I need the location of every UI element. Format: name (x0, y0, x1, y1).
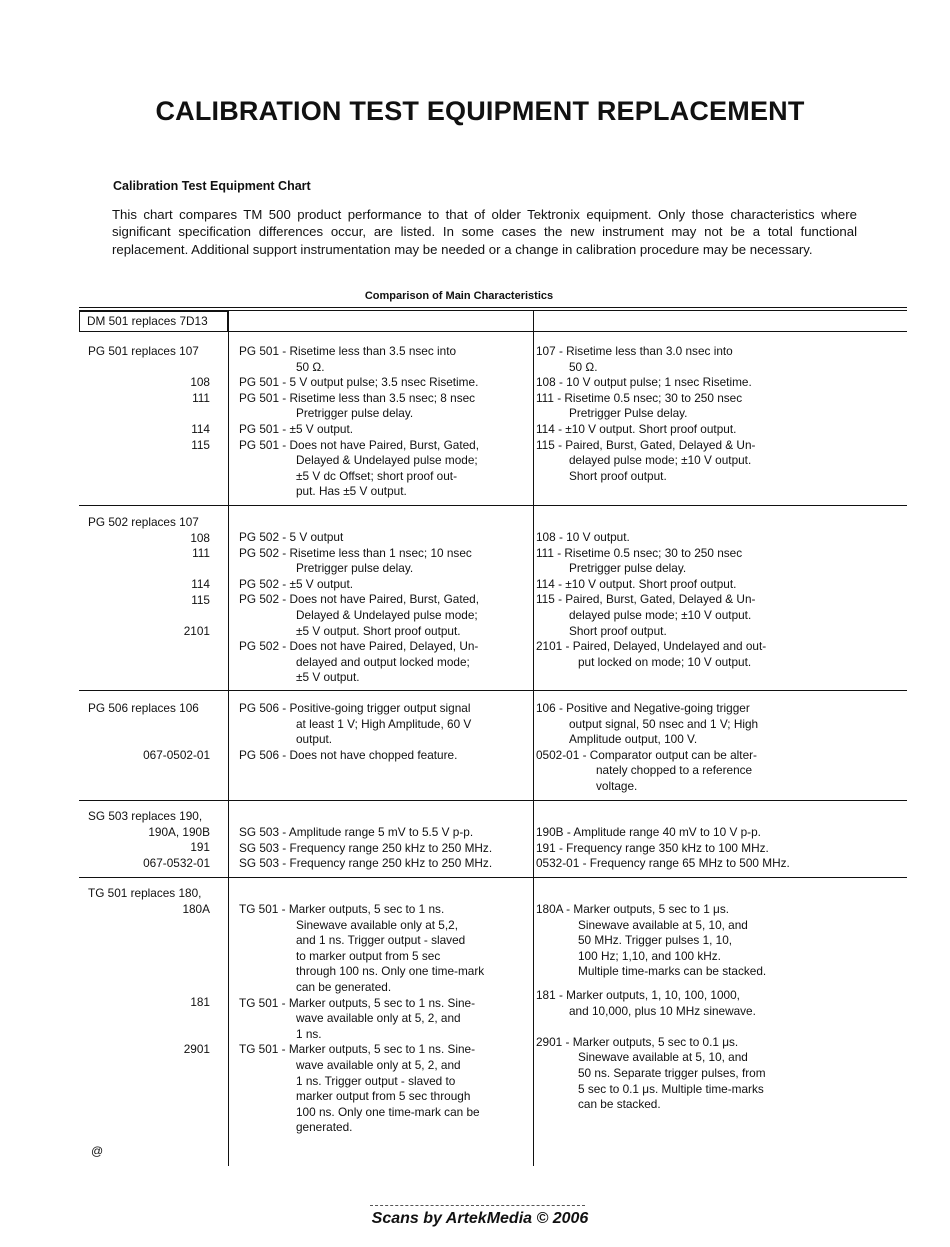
model-label: PG 501 replaces 107 (88, 344, 199, 358)
pg501-tm500-specs (239, 344, 531, 500)
model-label: 180A (182, 901, 210, 916)
spec-line: nately chopped to a reference (596, 763, 753, 778)
sg503-models (80, 809, 210, 871)
pg501-models (80, 344, 210, 453)
spec-line: 190B - Amplitude range 40 mV to 10 V p-p. (536, 825, 761, 839)
spec-line: Sinewave available at 5, 10, and (578, 917, 748, 932)
model-label (80, 406, 210, 422)
pg506-old-specs (536, 701, 836, 795)
model-label (80, 732, 210, 748)
pg501-old-specs (536, 344, 836, 484)
spec-line: voltage. (596, 778, 638, 793)
spec-line: 115 - Paired, Burst, Gated, Delayed & Un- (536, 592, 756, 607)
section-rule (79, 690, 907, 691)
column-divider-2 (533, 311, 534, 1166)
spec-line: Sinewave available only at 5,2, (296, 917, 458, 932)
spec-line: 181 - Marker outputs, 1, 10, 100, 1000, (536, 987, 740, 1002)
tg501-old-specs (536, 902, 836, 1113)
model-label: SG 503 replaces 190, (88, 809, 203, 823)
spec-line: Short proof output. (569, 468, 667, 483)
spec-line: 50 ns. Separate trigger pulses, from (578, 1065, 766, 1080)
page-title: CALIBRATION TEST EQUIPMENT REPLACEMENT (155, 96, 805, 126)
header-rule (79, 331, 907, 332)
pg506-tm500-specs (239, 701, 531, 763)
spec-line: TG 501 - Marker outputs, 5 sec to 1 ns. Sine- (239, 1042, 476, 1057)
model-label: 114 (191, 577, 210, 592)
spec-line: Multiple time-marks can be stacked. (578, 964, 767, 979)
spec-line: Pretrigger pulse delay. (296, 561, 414, 576)
pg506-models (80, 701, 210, 763)
spec-line: 100 Hz; 1,10, and 100 kHz. (578, 948, 721, 963)
column-divider-1 (228, 311, 229, 1166)
spec-line: PG 501 - Risetime less than 3.5 nsec into (239, 344, 457, 358)
model-label: PG 506 replaces 106 (88, 701, 199, 715)
spec-line: ±5 V output. (296, 670, 360, 685)
table-caption: Comparison of Main Characteristics (364, 290, 554, 302)
spec-line: SG 503 - Amplitude range 5 mV to 5.5 V p-p. (239, 825, 474, 839)
spec-line: Delayed & Undelayed pulse mode; (296, 453, 478, 468)
spec-line: 108 - 10 V output. (536, 530, 630, 544)
spec-line: put. Has ±5 V output. (296, 484, 407, 499)
spec-line: 1 ns. (296, 1026, 322, 1041)
spec-line: SG 503 - Frequency range 250 kHz to 250 MHz. (239, 840, 493, 855)
spec-line: PG 501 - Risetime less than 3.5 nsec; 8 nsec (239, 390, 476, 405)
spec-line: 108 - 10 V output pulse; 1 nsec Risetime. (536, 375, 752, 390)
at-symbol: @ (91, 1144, 104, 1158)
spec-line: output. (296, 732, 333, 747)
spec-line: 50 MHz. Trigger pulses 1, 10, (578, 933, 733, 948)
model-label: 111 (192, 546, 210, 561)
spec-line: Pretrigger Pulse delay. (569, 406, 688, 421)
model-label: 111 (192, 390, 210, 405)
spec-line: to marker output from 5 sec (296, 948, 441, 963)
sg503-tm500-specs (239, 825, 531, 872)
model-label (80, 360, 210, 376)
spec-line: SG 503 - Frequency range 250 kHz to 250 MHz. (239, 856, 493, 871)
spec-line: 5 sec to 0.1 μs. Multiple time-marks (578, 1081, 764, 1096)
spec-line: PG 501 - ±5 V output. (239, 421, 354, 436)
pg502-models (80, 515, 210, 640)
spec-line: PG 506 - Does not have chopped feature. (239, 747, 458, 762)
spec-line: and 10,000, plus 10 MHz sinewave. (569, 1003, 756, 1018)
spec-line: wave available only at 5, 2, and (296, 1011, 461, 1026)
spec-line: generated. (296, 1120, 353, 1135)
spec-line: 115 - Paired, Burst, Gated, Delayed & Un- (536, 437, 756, 452)
spec-line: 2901 - Marker outputs, 5 sec to 0.1 μs. (536, 1034, 739, 1049)
spec-line: PG 502 - Does not have Paired, Delayed, Un- (239, 639, 479, 654)
spec-line: can be stacked. (578, 1097, 661, 1112)
spec-line: 114 - ±10 V output. Short proof output. (536, 421, 737, 436)
spec-line: TG 501 - Marker outputs, 5 sec to 1 ns. (239, 902, 445, 916)
spec-line: 50 Ω. (569, 359, 598, 374)
spec-line: Amplitude output, 100 V. (569, 732, 698, 747)
chart-subtitle: Calibration Test Equipment Chart (113, 179, 311, 193)
spec-line: ±5 V output. Short proof output. (296, 623, 461, 638)
footer-divider (370, 1205, 585, 1206)
tg501-tm500-specs (239, 902, 531, 1136)
spec-line: Short proof output. (569, 623, 667, 638)
spec-line: 100 ns. Only one time-mark can be (296, 1104, 480, 1119)
spec-line: PG 502 - ±5 V output. (239, 576, 354, 591)
spec-line: 50 Ω. (296, 359, 325, 374)
spec-line: 191 - Frequency range 350 kHz to 100 MHz. (536, 840, 769, 855)
spec-line: 0502-01 - Comparator output can be alter- (536, 747, 757, 762)
model-label: 2101 (183, 624, 210, 639)
model-label (80, 562, 210, 578)
section-rule (79, 800, 907, 801)
spec-line: Sinewave available at 5, 10, and (578, 1050, 748, 1065)
model-label: 115 (191, 437, 210, 452)
spec-line: PG 506 - Positive-going trigger output signal (239, 701, 471, 715)
model-label: 190A, 190B (148, 824, 210, 839)
model-label: 067-0532-01 (143, 855, 210, 870)
section-rule (79, 505, 907, 506)
spec-line: Pretrigger pulse delay. (296, 406, 414, 421)
spec-line: ±5 V dc Offset; short proof out- (296, 468, 458, 483)
dm501-label: DM 501 replaces 7D13 (87, 314, 208, 328)
spec-line: and 1 ns. Trigger output - slaved (296, 933, 466, 948)
footer-credit: Scans by ArtekMedia © 2006 (371, 1210, 589, 1227)
spec-line: Delayed & Undelayed pulse mode; (296, 607, 478, 622)
spec-line: marker output from 5 sec through (296, 1089, 471, 1104)
spec-line: 1 ns. Trigger output - slaved to (296, 1073, 456, 1088)
spec-line: at least 1 V; High Amplitude, 60 V (296, 716, 472, 731)
spec-line: 111 - Risetime 0.5 nsec; 30 to 250 nsec (536, 390, 743, 405)
spec-line: wave available only at 5, 2, and (296, 1057, 461, 1072)
tg501-models (80, 886, 210, 917)
spec-line: PG 501 - Does not have Paired, Burst, Gated, (239, 437, 479, 452)
model-label: 108 (190, 375, 210, 390)
model-label: PG 502 replaces 107 (88, 515, 199, 529)
spec-line: TG 501 - Marker outputs, 5 sec to 1 ns. Sine- (239, 995, 476, 1010)
model-label: 114 (191, 421, 210, 436)
spec-line: PG 502 - Does not have Paired, Burst, Gated, (239, 592, 479, 607)
spec-line: 111 - Risetime 0.5 nsec; 30 to 250 nsec (536, 545, 743, 560)
spec-line: output signal, 50 nsec and 1 V; High (569, 716, 759, 731)
pg502-old-specs (536, 530, 836, 670)
spec-line: PG 502 - Risetime less than 1 nsec; 10 nsec (239, 545, 472, 560)
spec-line: PG 501 - 5 V output pulse; 3.5 nsec Risetime. (239, 375, 479, 390)
spec-line: delayed and output locked mode; (296, 654, 470, 669)
model-label: 108 (190, 530, 210, 545)
spec-line: through 100 ns. Only one time-mark (296, 964, 485, 979)
spec-line: delayed pulse mode; ±10 V output. (569, 453, 752, 468)
spec-line: delayed pulse mode; ±10 V output. (569, 607, 752, 622)
table-top-rule (79, 307, 907, 308)
pg502-tm500-specs (239, 530, 531, 686)
spec-line: 180A - Marker outputs, 5 sec to 1 μs. (536, 902, 730, 916)
spec-line: 0532-01 - Frequency range 65 MHz to 500 MHz. (536, 856, 790, 871)
sg503-old-specs (536, 825, 836, 872)
spec-line: 114 - ±10 V output. Short proof output. (536, 576, 737, 591)
section-rule (79, 877, 907, 878)
spec-line: 107 - Risetime less than 3.0 nsec into (536, 344, 733, 358)
spec-line: put locked on mode; 10 V output. (578, 654, 752, 669)
model-label: 067-0502-01 (143, 747, 210, 762)
intro-paragraph: This chart compares TM 500 product performance to that of older Tektronix equipment. Only those characteristics where significant specification differences occur, are listed. In some cases the new instrument may not be a total functional replacement. Additional support instrumentation may be needed or a change in calibration procedure may be necessary. (112, 207, 857, 257)
spec-line: 2101 - Paired, Delayed, Undelayed and out- (536, 639, 767, 654)
model-label (80, 609, 210, 625)
tg501-model-2901: 2901 (183, 1042, 210, 1056)
model-label: 115 (191, 592, 210, 607)
tg501-model-181: 181 (190, 995, 210, 1009)
model-label: 191 (190, 840, 210, 855)
spec-line: 106 - Positive and Negative-going trigger (536, 701, 750, 715)
model-label (80, 717, 210, 733)
spec-line: can be generated. (296, 979, 392, 994)
model-label: TG 501 replaces 180, (88, 886, 202, 900)
spec-line: Pretrigger pulse delay. (569, 561, 687, 576)
spec-line: PG 502 - 5 V output (239, 530, 344, 544)
